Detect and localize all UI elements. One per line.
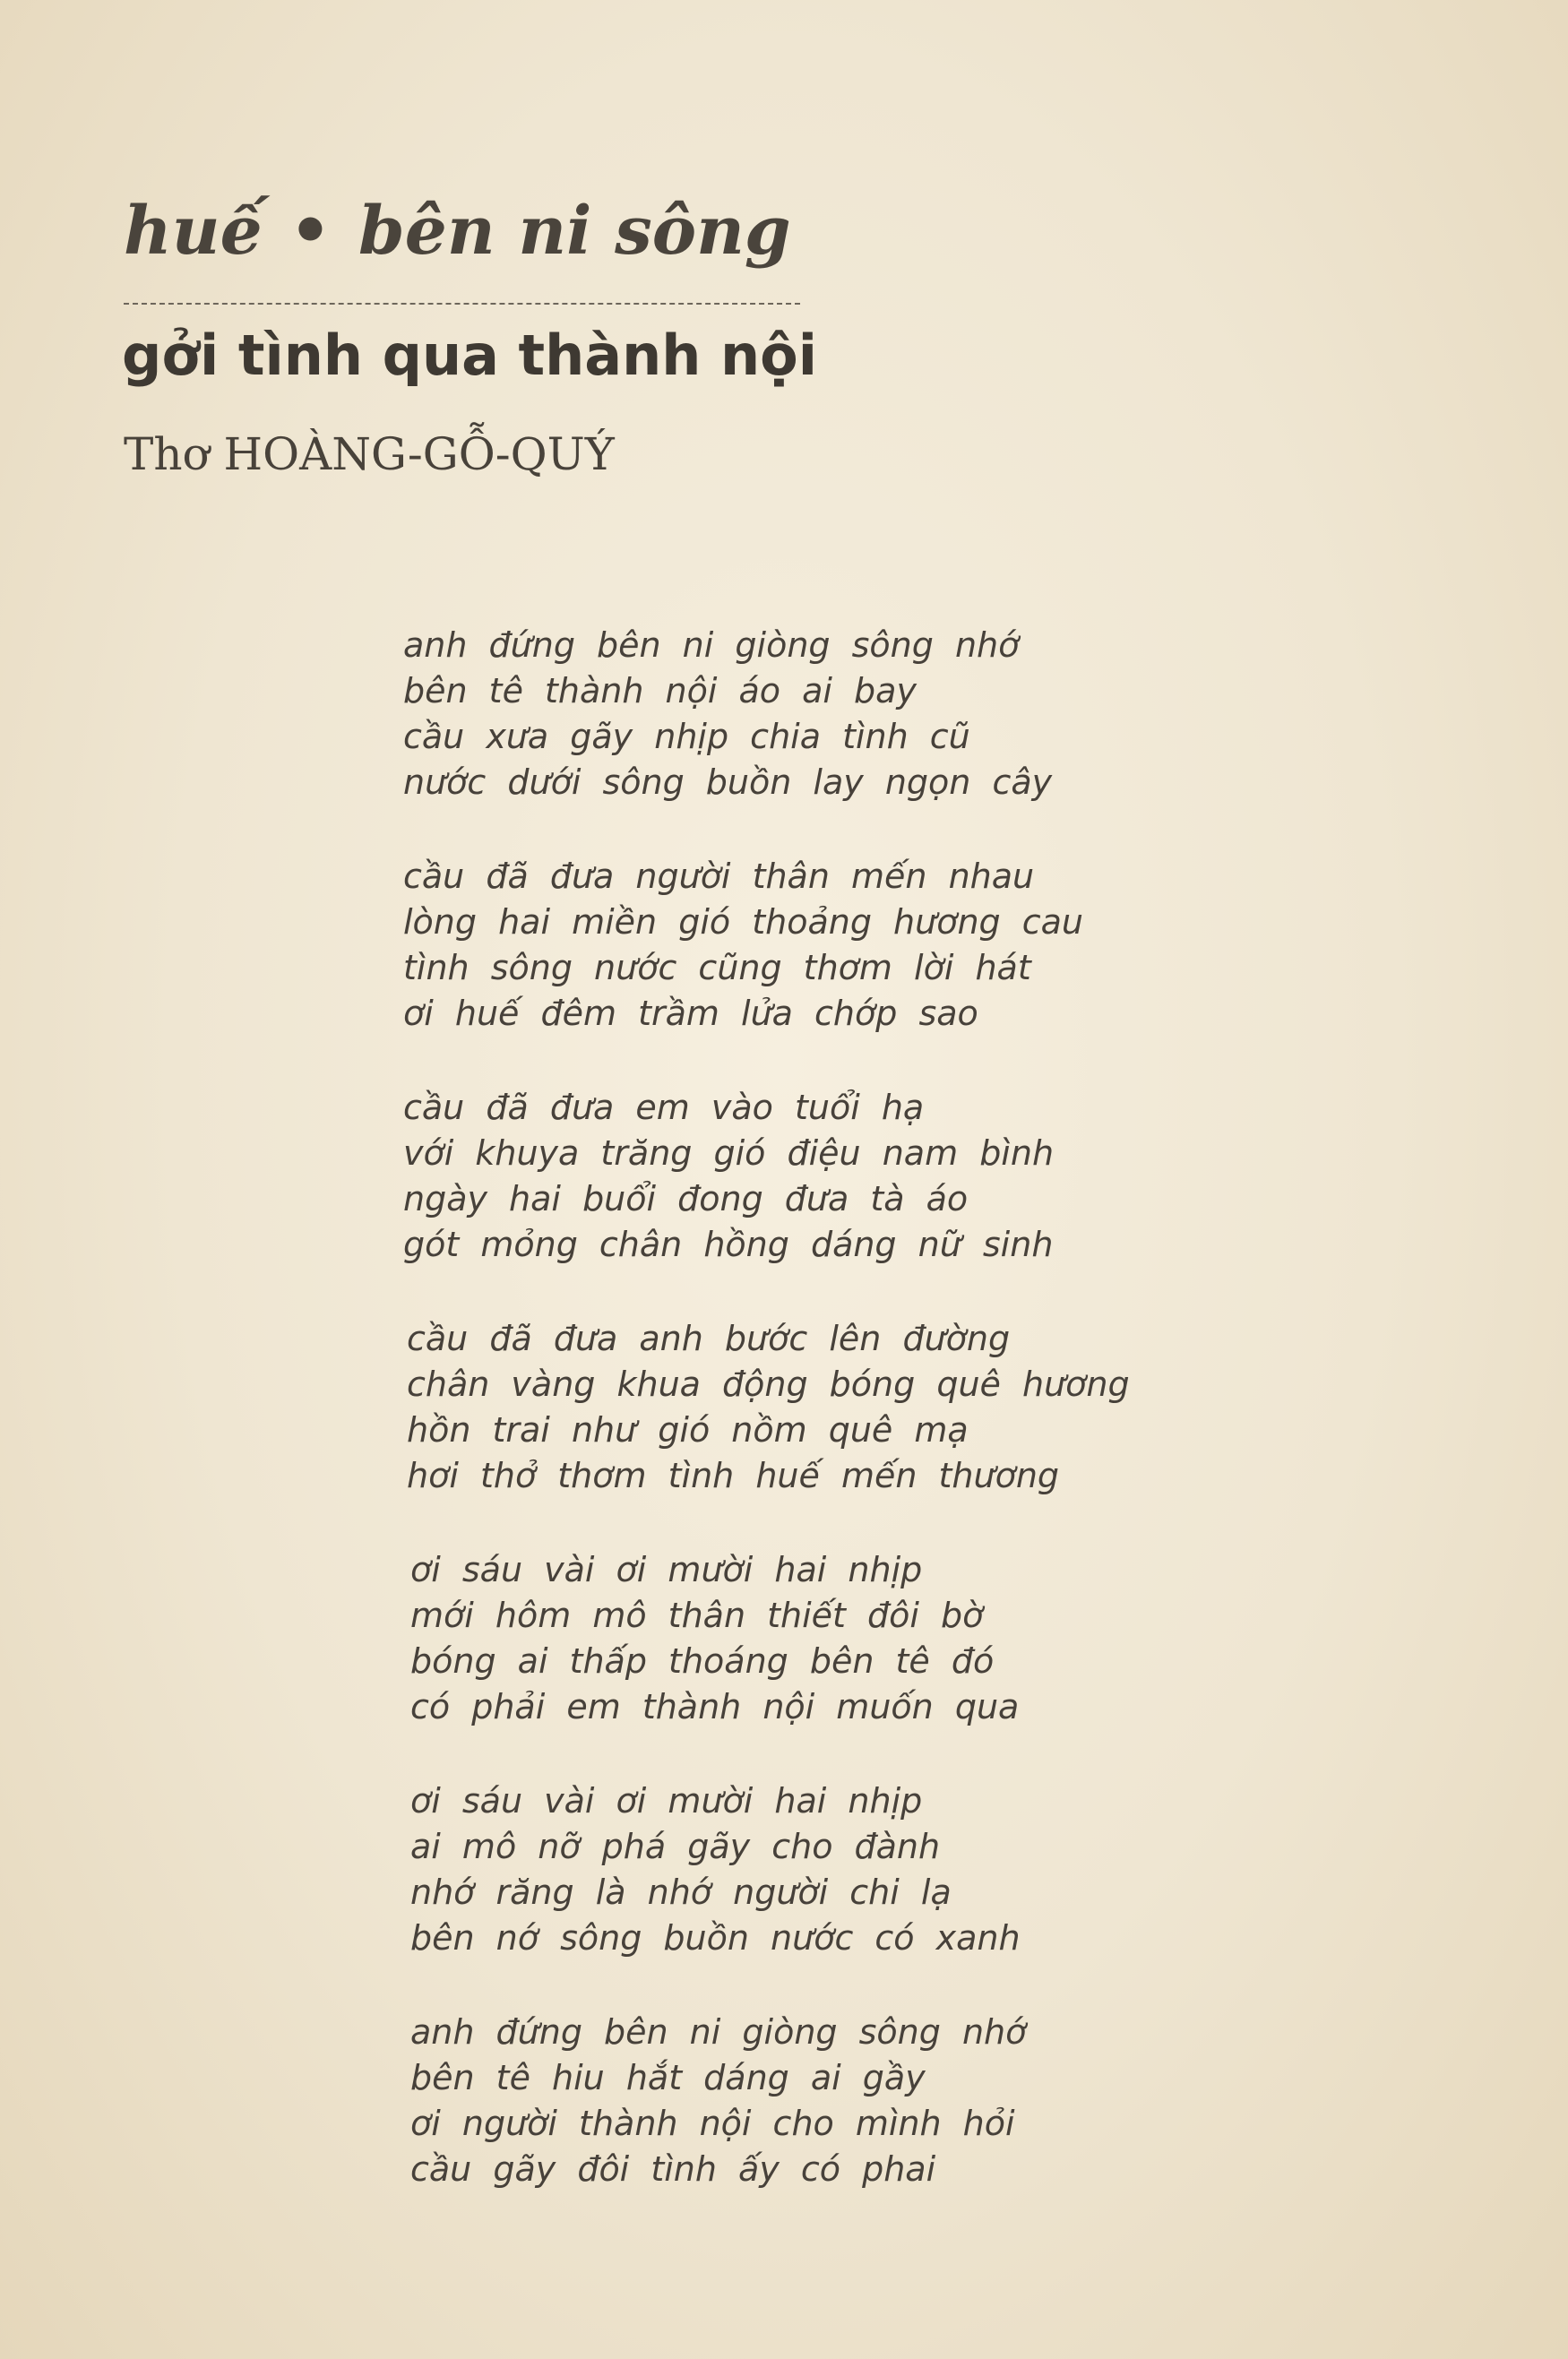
stanza bbox=[403, 854, 1210, 1037]
section-header-left: huế bbox=[124, 193, 263, 270]
poem-byline: Thơ HOÀNG-GỖ-QUÝ bbox=[124, 428, 615, 480]
poem-line: gót mỏng chân hồng dáng nữ sinh bbox=[403, 1225, 1054, 1264]
stanza bbox=[403, 623, 1210, 805]
poem-line: mới hôm mô thân thiết đôi bờ bbox=[410, 1596, 984, 1635]
header-divider bbox=[124, 303, 800, 305]
poem-body bbox=[403, 623, 1210, 2241]
section-header-separator: • bbox=[289, 193, 332, 270]
poem-line: cầu đã đưa người thân mến nhau bbox=[403, 857, 1035, 896]
stanza bbox=[407, 1316, 1210, 1499]
poem-line: có phải em thành nội muốn qua bbox=[410, 1687, 1020, 1726]
poem-line: ơi sáu vài ơi mười hai nhịp bbox=[410, 1550, 923, 1589]
poem-line: ngày hai buổi đong đưa tà áo bbox=[403, 1179, 969, 1218]
stanza bbox=[410, 1778, 1210, 1961]
poem-line: hồn trai như gió nồm quê mạ bbox=[407, 1410, 969, 1450]
section-header-right: bên ni sông bbox=[358, 193, 791, 270]
poem-line: anh đứng bên ni giòng sông nhớ bbox=[410, 2012, 1027, 2052]
poem-line: lòng hai miền gió thoảng hương cau bbox=[403, 902, 1083, 942]
poem-line: ai mô nỡ phá gãy cho đành bbox=[410, 1827, 941, 1866]
stanza bbox=[410, 1547, 1210, 1730]
poem-line: bên tê thành nội áo ai bay bbox=[403, 671, 917, 710]
section-header bbox=[124, 193, 791, 270]
poem-line: với khuya trăng gió điệu nam bình bbox=[403, 1133, 1055, 1173]
poem-title: gởi tình qua thành nội bbox=[122, 323, 817, 388]
poem-line: bên tê hiu hắt dáng ai gầy bbox=[410, 2058, 926, 2097]
poem-line: ơi huế đêm trầm lửa chớp sao bbox=[403, 994, 978, 1033]
poem-line: nhớ răng là nhớ người chi lạ bbox=[410, 1873, 952, 1912]
poem-line: hơi thở thơm tình huế mến thương bbox=[407, 1456, 1060, 1495]
poem-line: bên nớ sông buồn nước có xanh bbox=[410, 1918, 1021, 1958]
poem-line: tình sông nước cũng thơm lời hát bbox=[403, 948, 1031, 987]
poem-line: bóng ai thấp thoáng bên tê đó bbox=[410, 1641, 995, 1681]
stanza bbox=[410, 2010, 1210, 2192]
poem-line: anh đứng bên ni giòng sông nhớ bbox=[403, 625, 1020, 665]
poem-line: ơi người thành nội cho mình hỏi bbox=[410, 2104, 1015, 2143]
stanza bbox=[403, 1085, 1210, 1268]
poem-line: cầu gãy đôi tình ấy có phai bbox=[410, 2149, 936, 2189]
poem-line: nước dưới sông buồn lay ngọn cây bbox=[403, 762, 1053, 802]
poem-line: cầu xưa gãy nhịp chia tình cũ bbox=[403, 717, 970, 756]
poem-line: ơi sáu vài ơi mười hai nhịp bbox=[410, 1781, 923, 1821]
poem-line: chân vàng khua động bóng quê hương bbox=[407, 1365, 1130, 1404]
poem-line: cầu đã đưa em vào tuổi hạ bbox=[403, 1088, 925, 1127]
poem-line: cầu đã đưa anh bước lên đường bbox=[407, 1319, 1011, 1358]
